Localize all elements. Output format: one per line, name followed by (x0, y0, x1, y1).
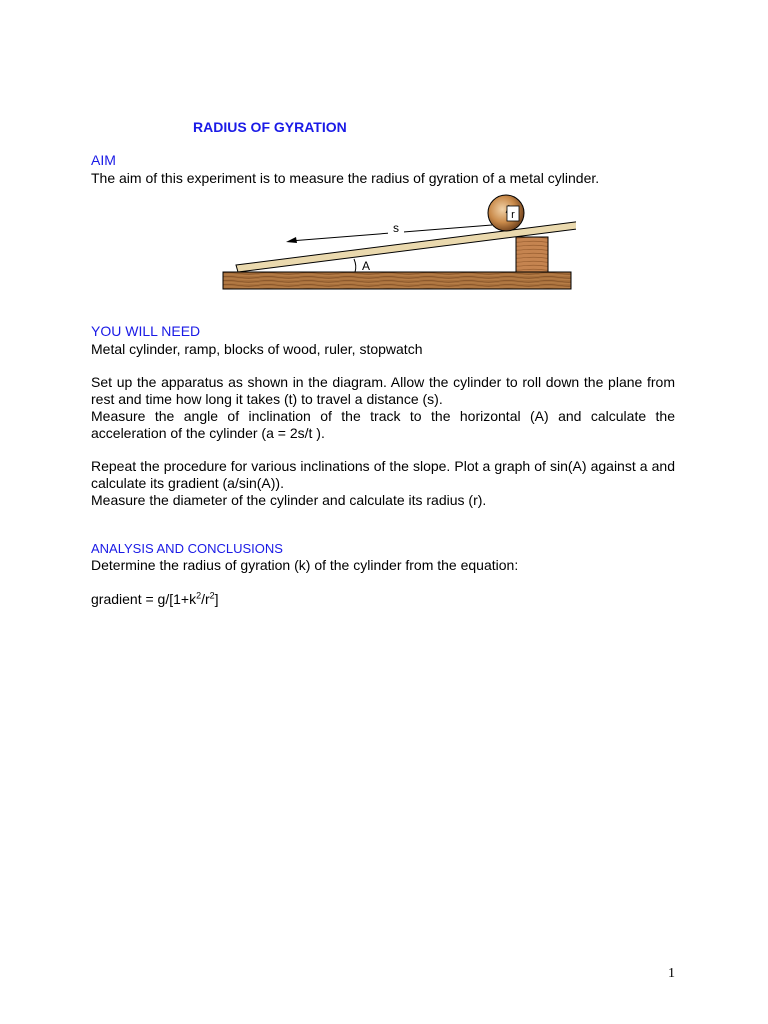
angle-arc (354, 259, 356, 272)
procedure-paragraph-1: Set up the apparatus as shown in the diagram. Allow the cylinder to roll down the plane from rest and time how long it takes (t) to travel a distance (s). (91, 374, 675, 407)
apparatus-diagram (220, 192, 576, 292)
aim-heading: AIM (91, 152, 116, 168)
page-title: RADIUS OF GYRATION (193, 119, 347, 135)
label-r: r (511, 209, 515, 221)
label-s: s (393, 221, 399, 235)
need-text: Metal cylinder, ramp, blocks of wood, ruler, stopwatch (91, 341, 423, 357)
gyration-equation: gradient = $g/[1+k^2/r^2]$ (91, 590, 219, 607)
need-heading: YOU WILL NEED (91, 323, 201, 339)
apparatus-svg (220, 192, 576, 292)
analysis-heading: ANALYSIS AND CONCLUSIONS (91, 541, 283, 556)
procedure-paragraph-4: Measure the diameter of the cylinder and calculate its radius (r). (91, 492, 487, 508)
page-number: 1 (668, 966, 675, 981)
base-board (223, 272, 571, 289)
label-A: A (362, 259, 371, 273)
procedure-paragraph-2: Measure the angle of inclination of the track to the horizontal (A) and calculate the acceleration of the cylinder (a = 2s/t ). (91, 408, 675, 441)
aim-text: The aim of this experiment is to measure the radius of gyration of a metal cylinder. (91, 170, 600, 186)
procedure-paragraph-3: Repeat the procedure for various inclinations of the slope. Plot a graph of sin(A) against a and calculate its gradient (a/sin(A)). (91, 458, 675, 491)
analysis-text: Determine the radius of gyration (k) of the cylinder from the equation: (91, 557, 519, 573)
wood-block (516, 237, 548, 272)
